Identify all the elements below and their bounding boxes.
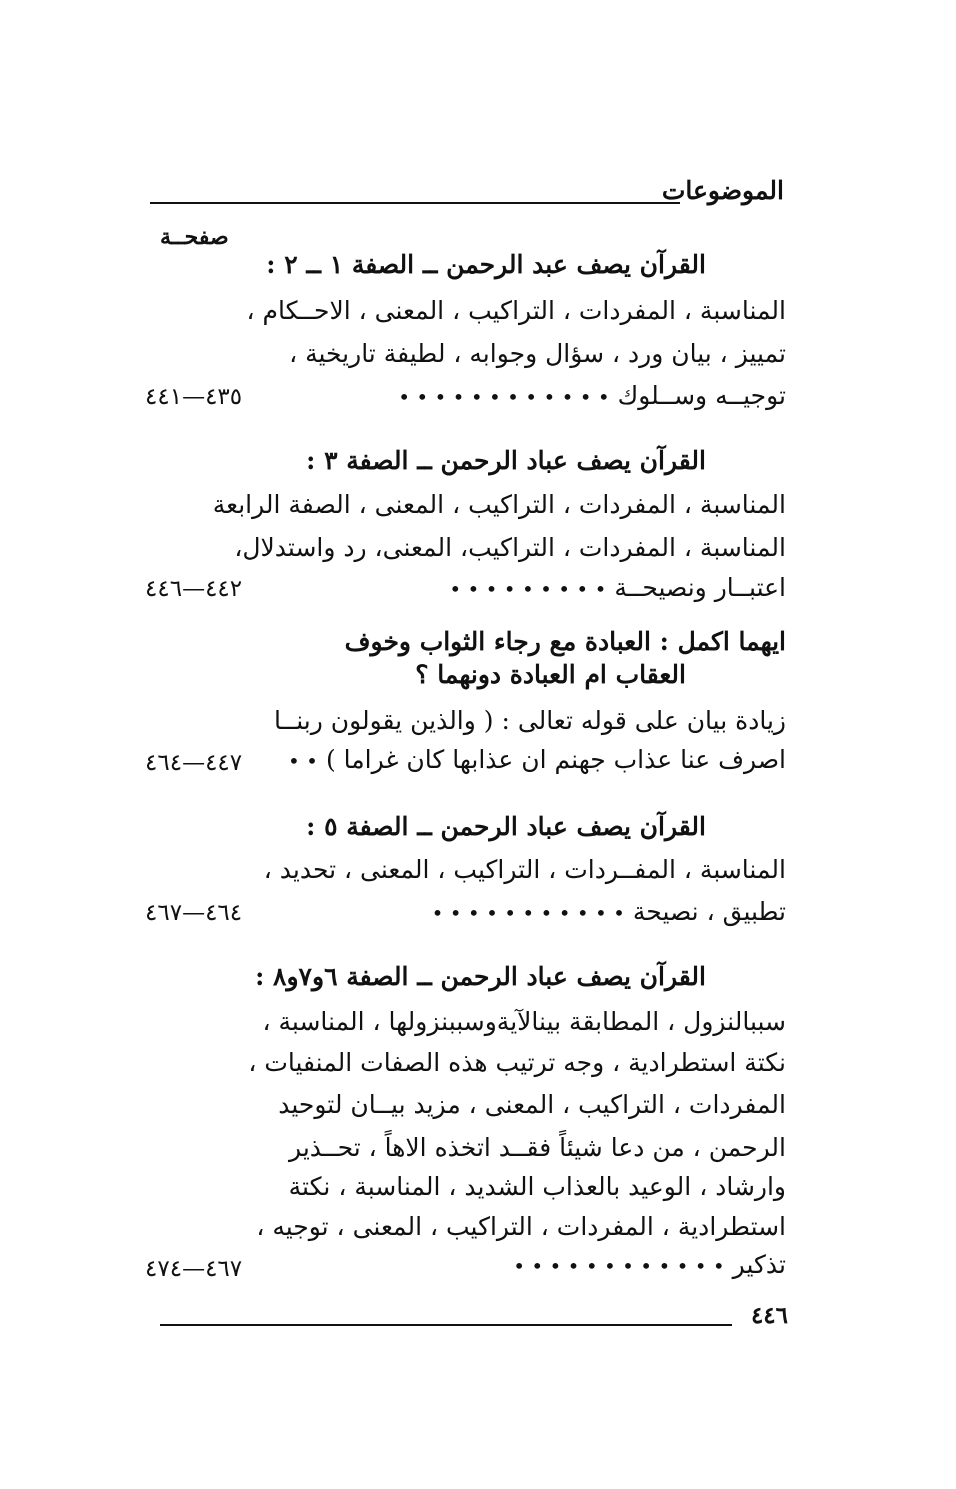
entry-line: المناسبة ، المفردات ، التراكيب، المعنى، رد واستدلال،: [234, 533, 786, 562]
page-range: ٤٣٥—٤٤١: [145, 384, 243, 410]
section-heading: القرآن يصف عباد الرحمن ــ الصفة ٥ :: [306, 812, 706, 841]
entry-line: زيادة بيان على قوله تعالى : ( والذين يقولون ربنــا: [273, 706, 786, 735]
page-range: ٤٤٢—٤٤٦: [145, 576, 243, 602]
entry-line: وارشاد ، الوعيد بالعذاب الشديد ، المناسبة ، نكتة: [288, 1172, 786, 1201]
entry-last-line: [513, 1250, 786, 1279]
page-range: ٤٦٧—٤٧٤: [145, 1256, 243, 1282]
section-heading: ايهما اكمل : العبادة مع رجاء الثواب وخوف: [344, 627, 786, 656]
running-header: الموضوعات: [661, 176, 784, 205]
section-heading: القرآن يصف عبد الرحمن ــ الصفة ١ ــ ٢ :: [266, 250, 706, 279]
entry-last-line: [398, 381, 786, 410]
entry-line: نكتة استطرادية ، وجه ترتيب هذه الصفات المنفيات ،: [248, 1048, 786, 1077]
page-number: ٤٤٦: [750, 1302, 788, 1329]
entry-line: الرحمن ، من دعا شيئاً فقــد اتخذه الاهاً ، تحــذير: [289, 1133, 786, 1162]
entry-line: المناسبة ، المفردات ، التراكيب ، المعنى ، الصفة الرابعة: [212, 490, 786, 519]
section-heading-cont: العقاب ام العبادة دونهما ؟: [415, 660, 686, 689]
entry-line: تمييز ، بيان ورد ، سؤال وجوابه ، لطيفة تاريخية ،: [289, 339, 786, 368]
entry-line: المناسبة ، المفردات ، التراكيب ، المعنى ، الاحــكام ،: [246, 296, 786, 325]
entry-last-line: [432, 897, 786, 926]
leader-dots: • • • • • • • • • • • •: [513, 1254, 725, 1278]
entry-line: سببالنزول ، المطابقة بينالآيةوسببنزولها ، المناسبة ،: [262, 1007, 786, 1036]
page-column-label: صفحــة: [160, 224, 229, 250]
entry-last-text: تطبيق ، نصيحة: [632, 897, 786, 926]
leader-dots: • • • • • • • • • • • •: [398, 385, 610, 409]
entry-last-text: اعتبــار ونصيحــة: [614, 573, 786, 602]
entry-last-text: تذكير: [732, 1250, 786, 1279]
section-heading: القرآن يصف عباد الرحمن ــ الصفة ٣ :: [306, 446, 706, 475]
entry-line: المناسبة ، المفــردات ، التراكيب ، المعنى ، تحديد ،: [263, 855, 786, 884]
entry-line: المفردات ، التراكيب ، المعنى ، مزيد بيــان لتوحيد: [278, 1090, 786, 1119]
leader-dots: • • • • • • • • •: [449, 577, 607, 601]
entry-last-line: [449, 573, 786, 602]
entry-last-text: توجيــه وســلوك: [617, 381, 786, 410]
leader-dots: • • • • • • • • • • •: [431, 901, 625, 925]
page-range: ٤٤٧—٤٦٤: [145, 750, 243, 776]
page-range: ٤٦٤—٤٦٧: [145, 900, 243, 926]
entry-last-line: [288, 745, 786, 774]
entry-last-text: اصرف عنا عذاب جهنم ان عذابها كان غراما ): [325, 745, 786, 774]
section-heading: القرآن يصف عباد الرحمن ــ الصفة ٦و٧و٨ :: [255, 962, 706, 991]
header-rule: [150, 202, 680, 204]
footer-rule: [160, 1324, 732, 1326]
entry-line: استطرادية ، المفردات ، التراكيب ، المعنى ، توجيه ،: [256, 1212, 786, 1241]
leader-dots: • •: [288, 749, 318, 773]
